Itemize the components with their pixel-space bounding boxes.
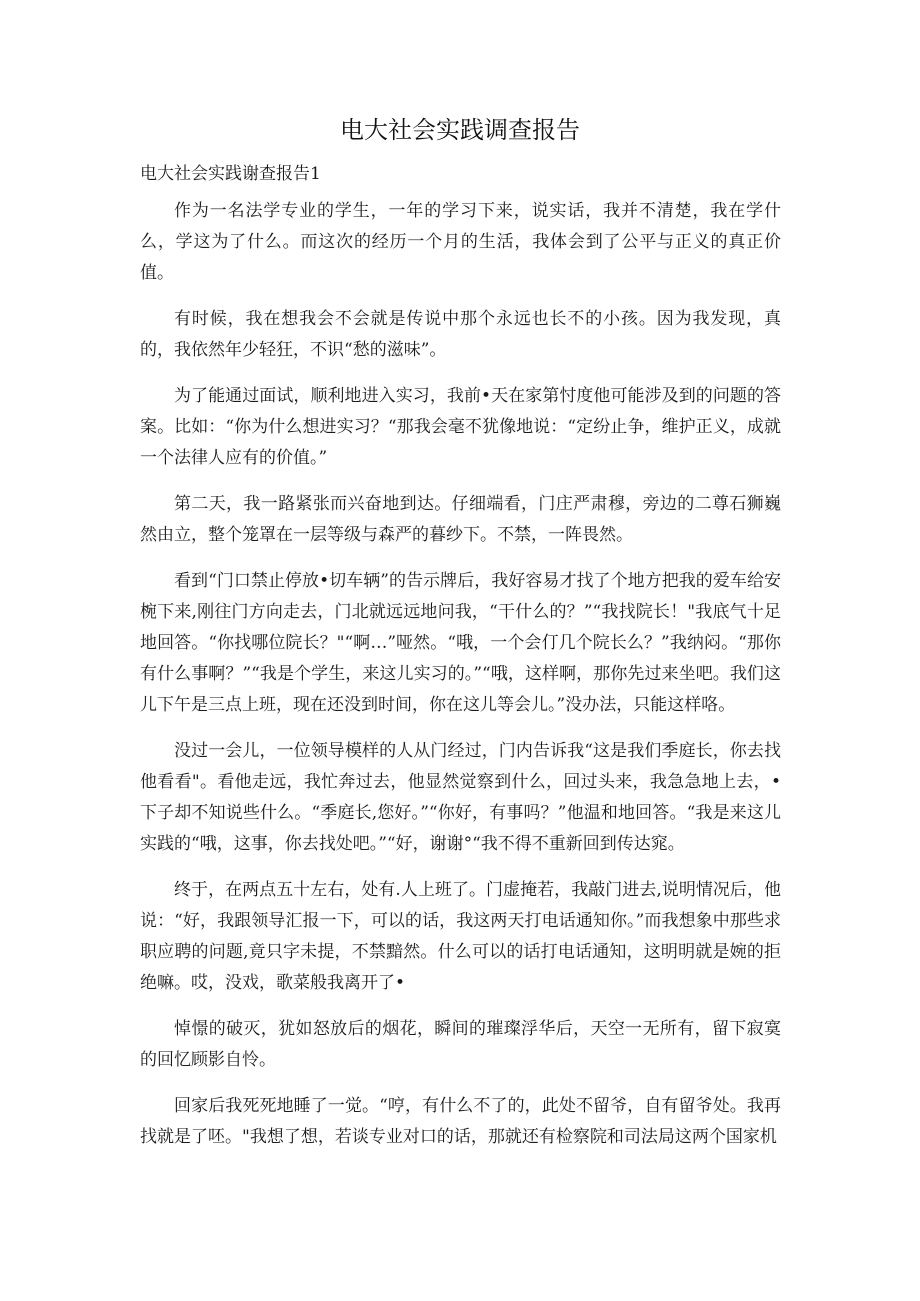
paragraph: 终于，在两点五十左右，处有.人上班了。门虚掩若，我敲门进去,说明情况后，他说：“好，我跟领导汇报一下，可以的话，我这两天打电话通知你。”而我想象中那些求职应聘的问题,竟只字未提，不禁黯然。什么可以的话打电话通知，这明明就是婉的拒绝嘛。哎，没戏，歌菜般我离开了• (140, 880, 781, 993)
document-title: 电大社会实践调查报告 (340, 116, 580, 144)
paragraph: 作为一名法学专业的学生，一年的学习下来，说实话，我并不清楚，我在学什么，学这为了什么。而这次的经历一个月的生活，我体会到了公平与正义的真正价值。 (140, 201, 781, 283)
paragraph: 悼憬的破灭，犹如怒放后的烟花，瞬间的璀璨浮华后，天空一无所有，留下寂寞的回忆顾影自怜。 (140, 1019, 781, 1070)
paragraph: 回家后我死死地睡了一觉。“哼，有什么不了的，此处不留爷，自有留爷处。我再找就是了呸。"我想了想，若谈专业对口的话，那就还有检察院和司法局这两个国家机 (140, 1096, 781, 1147)
paragraph: 看到“门口禁止停放•切车辆”的告示牌后，我好容易才找了个地方把我的爱车给安椀下来,刚往门方向走去，门北就远远地问我，“干什么的？”“我找院长！"我底气十足地回答。“你找哪位院长？"“啊…”哑然。“哦，一个会仃几个院长么？”我纳闷。“那你有什么事啊？”“我是个学生，来这儿实习的。”“哦，这样啊，那你先过来坐吧。我们这儿下午是三点上班，现在还没到时间，你在这儿等会儿。”没办法，只能这样咯。 (140, 571, 781, 715)
paragraph: 有时候，我在想我会不会就是传说中那个永远也长不的小孩。因为我发现，真的，我依然年少轻狂，不识“愁的滋味”。 (140, 309, 781, 360)
document-subtitle: 电大社会实践谢查报告1 (140, 164, 321, 184)
document-body (140, 196, 781, 1168)
paragraph: 第二天，我一路紧张而兴奋地到达。仔细端看，门庄严肃穆，旁边的二尊石狮巍然由立，整个笼罩在一层等级与森严的暮纱下。不禁，一阵畏然。 (140, 494, 781, 545)
paragraph: 没过一会儿，一位领导模样的人从门经过，门内告诉我“这是我们季庭长，你去找他看看"。看他走远，我忙奔过去，他显然觉察到什么，回过头来，我急急地上去，•下子却不知说些什么。“季庭长,您好。”“你好，有事吗？”他温和地回答。“我是来这儿实践的“哦，这事，你去找处吧。”“好，谢谢°“我不得不重新回到传达窕。 (140, 741, 781, 854)
paragraph: 为了能通过面试，顺利地进入实习，我前•天在家第忖度他可能涉及到的问题的答案。比如：“你为什么想进实习？“那我会毫不犹像地说：“定纷止争，维护正义，成就一个法律人应有的价值。” (140, 386, 781, 468)
